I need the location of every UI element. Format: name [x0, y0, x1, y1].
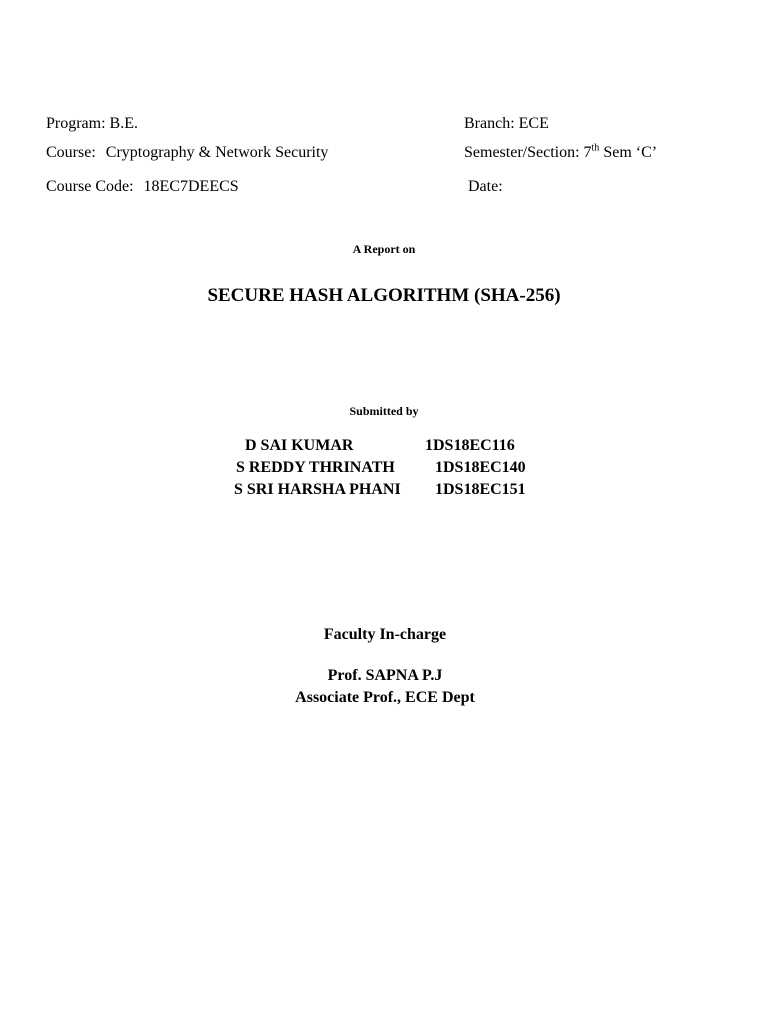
semester-section-text: [464, 144, 657, 162]
student-name: S REDDY THRINATH: [236, 459, 395, 476]
course-code-value: 18EC7DEECS: [143, 178, 239, 195]
student-usn: 1DS18EC116: [425, 437, 515, 454]
program-text: Program: B.E.: [46, 115, 138, 132]
student-usn: 1DS18EC140: [435, 459, 526, 476]
faculty-name: Prof. SAPNA P.J: [327, 667, 443, 684]
course-line: [46, 144, 328, 162]
report-title: SECURE HASH ALGORITHM (SHA-256): [207, 285, 561, 306]
branch-text: Branch: ECE: [464, 115, 549, 132]
student-usn: 1DS18EC151: [435, 481, 526, 498]
faculty-designation: Associate Prof., ECE Dept: [295, 689, 475, 706]
course-label: Course:: [46, 144, 96, 161]
course-code-line: [46, 178, 239, 196]
date-text: Date:: [468, 178, 503, 195]
faculty-label: Faculty In-charge: [323, 626, 447, 643]
semester-suffix: Sem ‘C’: [599, 144, 658, 161]
report-intro: A Report on: [352, 242, 416, 256]
student-name: D SAI KUMAR: [245, 437, 354, 454]
student-name: S SRI HARSHA PHANI: [234, 481, 401, 498]
semester-superscript: th: [591, 142, 600, 154]
course-value: Cryptography & Network Security: [105, 144, 329, 161]
submitted-by-label: Submitted by: [349, 404, 419, 418]
semester-prefix: Semester/Section: 7: [464, 144, 592, 161]
course-code-label: Course Code:: [46, 178, 134, 195]
